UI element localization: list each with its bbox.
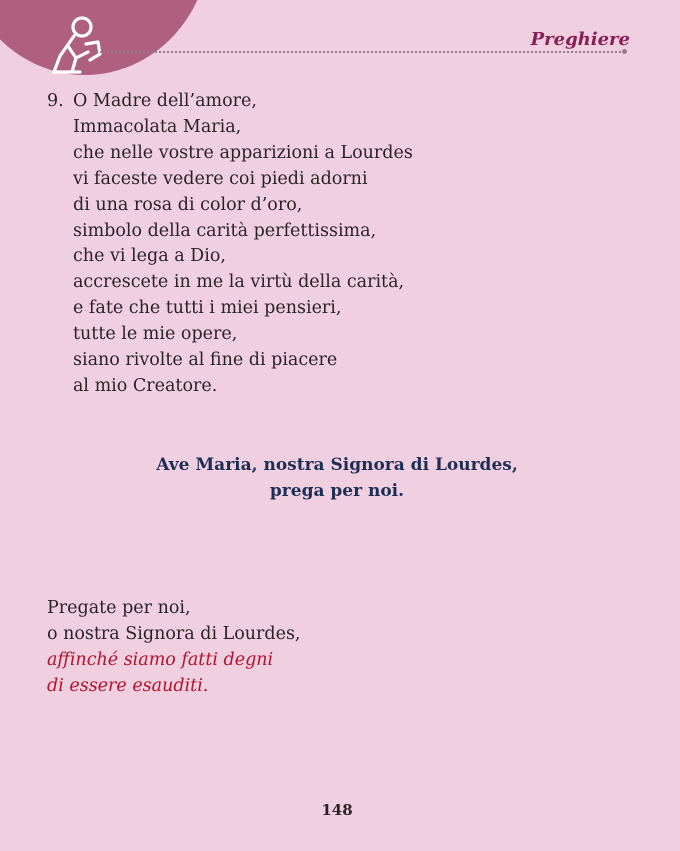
prayer-line: siano rivolte al fine di piacere (73, 350, 338, 371)
response-line: Pregate per noi, (47, 598, 191, 618)
prayer-number: 9. (47, 91, 64, 111)
page-number: 148 (321, 801, 353, 819)
prayer-line: simbolo della carità perfettissima, (73, 220, 377, 241)
response-line-emphasis: affinché siamo fatti degni (47, 650, 274, 670)
prayer-line: che vi lega a Dio, (73, 246, 226, 267)
prayer-line: tutte le mie opere, (73, 324, 238, 345)
prayer-line: O Madre dell’amore, (73, 91, 257, 111)
invocation-line: Ave Maria, nostra Signora di Lourdes, (156, 455, 518, 475)
prayer-line: Immacolata Maria, (73, 116, 242, 137)
invocation-line: prega per noi. (269, 481, 405, 501)
prayer-text (47, 89, 413, 400)
response-line-emphasis: di essere esauditi. (47, 676, 209, 696)
invocation (0, 452, 674, 504)
prayer-lines (73, 89, 413, 400)
section-title: Preghiere (530, 29, 630, 50)
response-text (47, 595, 301, 699)
praying-person-icon (46, 14, 106, 76)
header-divider (100, 51, 625, 53)
prayer-line: che nelle vostre apparizioni a Lourdes (73, 142, 413, 163)
prayer-line: accrescete in me la virtù della carità, (73, 272, 405, 293)
prayer-line: di una rosa di color d’oro, (73, 194, 303, 215)
prayer-line: al mio Creatore. (73, 375, 218, 396)
response-line: o nostra Signora di Lourdes, (47, 624, 301, 644)
prayer-line: vi faceste vedere coi piedi adorni (73, 168, 368, 189)
prayer-line: e fate che tutti i miei pensieri, (73, 298, 342, 319)
